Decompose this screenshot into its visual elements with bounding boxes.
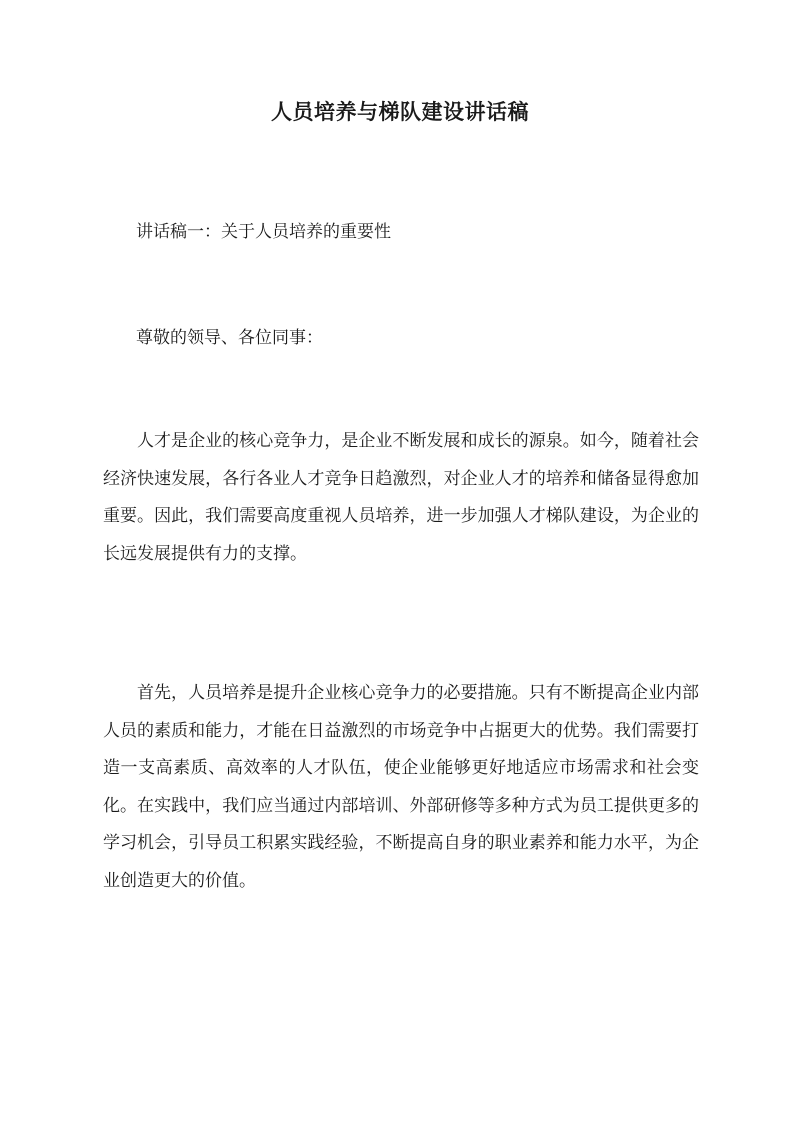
salutation: 尊敬的领导、各位同事： — [136, 328, 323, 348]
body-paragraph-2: 首先，人员培养是提升企业核心竞争力的必要措施。只有不断提高企业内部人员的素质和能力，才能在日益激烈的市场竞争中占据更大的优势。我们需要打造一支高素质、高效率的人才队伍，使企业能够更好地适应市场需求和社会变化。在实践中，我们应当通过内部培训、外部研修等多种方式为员工提供更多的学习机会，引导员工积累实践经验，不断提高自身的职业素养和能力水平，为企业创造更大的价值。 — [103, 683, 699, 891]
speech-subtitle: 讲话稿一：关于人员培养的重要性 — [136, 222, 391, 242]
body-paragraph-1: 人才是企业的核心竞争力，是企业不断发展和成长的源泉。如今，随着社会经济快速发展，各行各业人才竞争日趋激烈，对企业人才的培养和储备显得愈加重要。因此，我们需要高度重视人员培养，进一步加强人才梯队建设，为企业的长远发展提供有力的支撑。 — [103, 431, 699, 564]
document-title: 人员培养与梯队建设讲话稿 — [271, 99, 529, 124]
